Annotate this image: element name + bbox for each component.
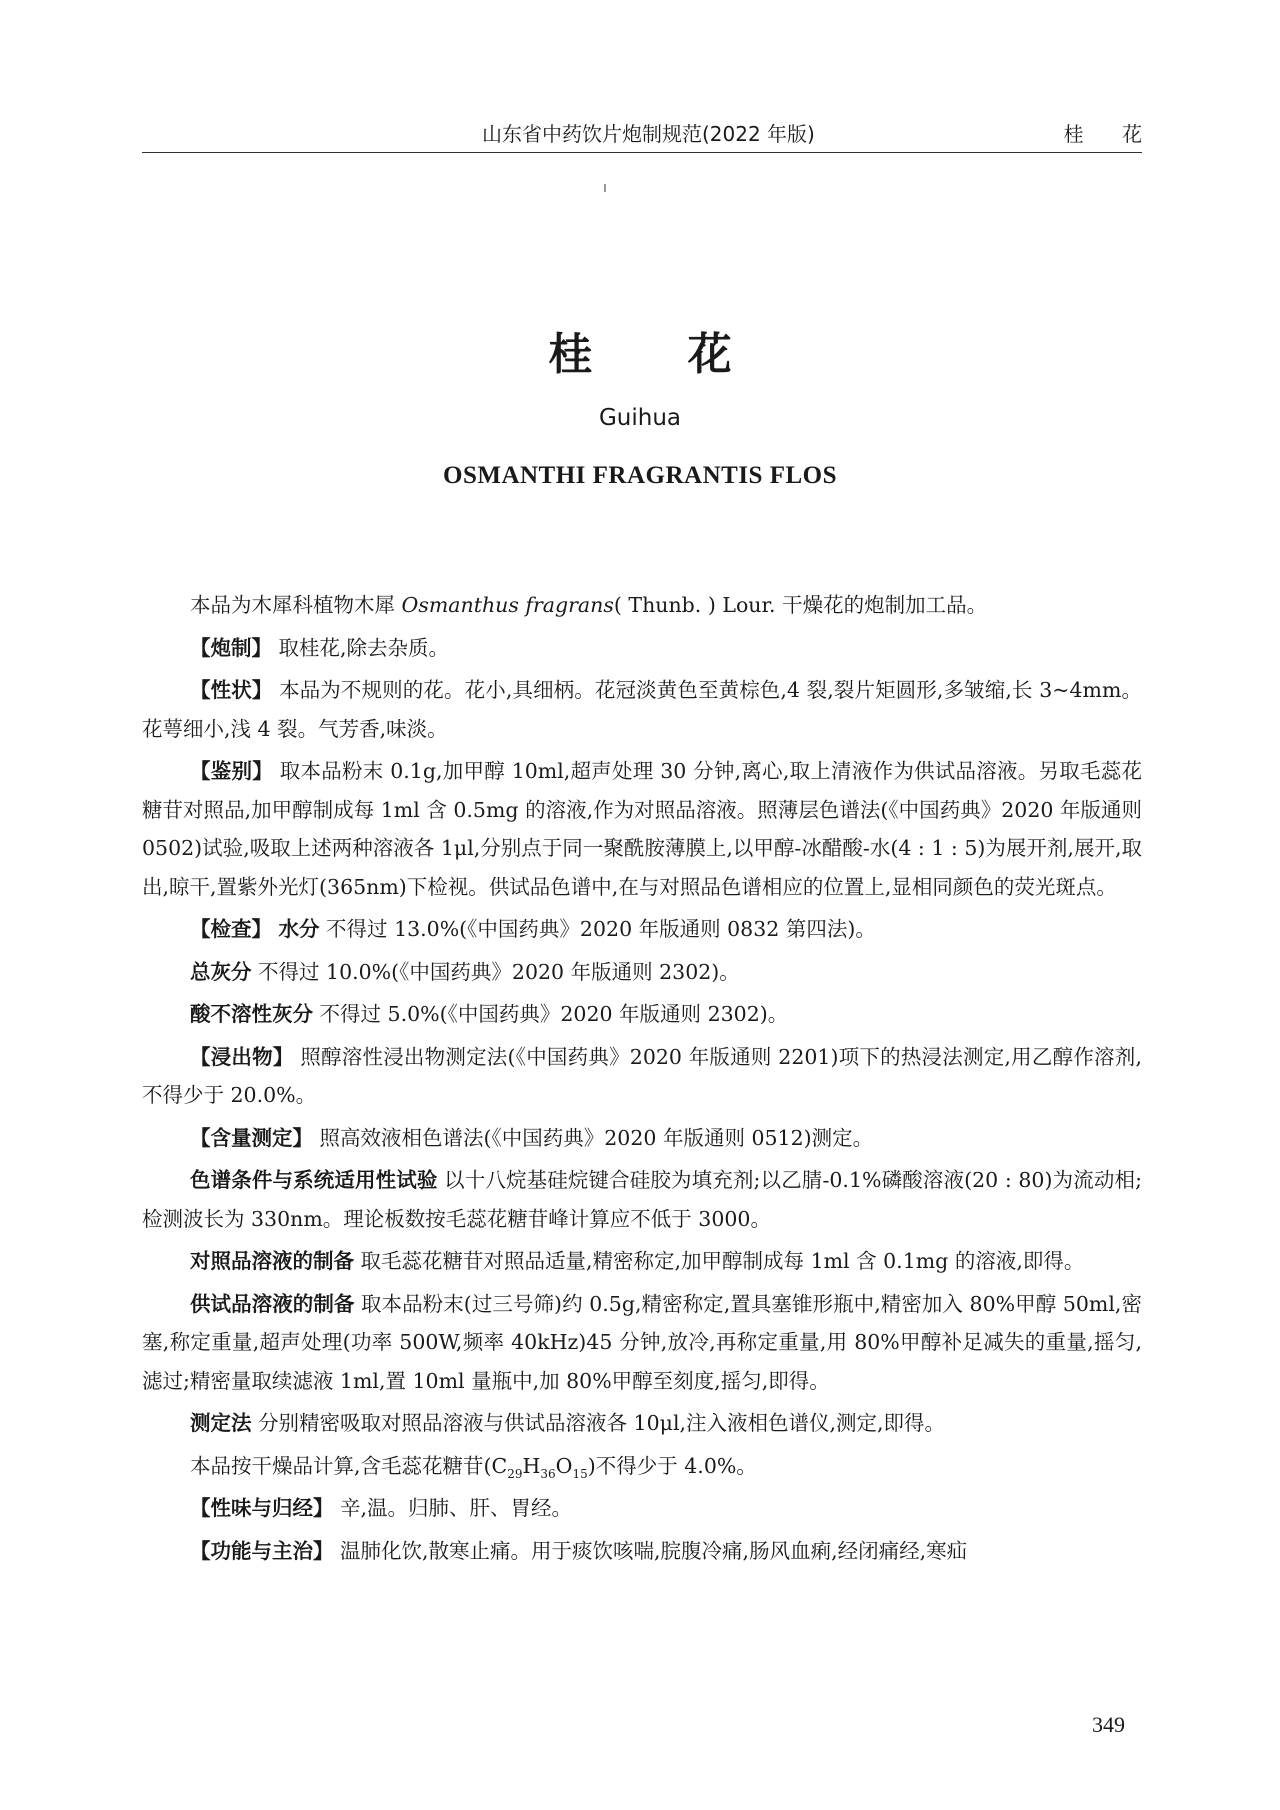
intro-post: ( Thunb. ) Lour. 干燥花的炮制加工品。 — [613, 593, 988, 617]
water-label: 水分 — [278, 917, 320, 941]
pinyin-name: Guihua — [598, 405, 682, 431]
identification-heading: 【鉴别】 — [190, 759, 273, 783]
inspection-section — [142, 910, 1142, 949]
total-ash-line — [142, 953, 1142, 992]
chromatography-label: 色谱条件与系统适用性试验 — [190, 1168, 438, 1192]
method-label: 测定法 — [190, 1411, 252, 1435]
function-section — [142, 1532, 1142, 1571]
method-paragraph — [142, 1404, 1142, 1443]
nature-text: 辛,温。归肺、肝、胃经。 — [333, 1496, 573, 1520]
extractives-heading: 【浸出物】 — [190, 1044, 294, 1069]
print-mark — [604, 184, 606, 192]
book-title: 山东省中药饮片炮制规范(2022 年版) — [482, 122, 815, 146]
sample-solution-label: 供试品溶液的制备 — [190, 1291, 355, 1316]
method-text: 分别精密吸取对照品溶液与供试品溶液各 10μl,注入液相色谱仪,测定,即得。 — [251, 1411, 946, 1435]
limit-post: )不得少于 4.0%。 — [587, 1453, 757, 1478]
inspection-heading: 【检查】 — [190, 917, 272, 941]
acid-ash-line — [142, 995, 1142, 1034]
description-section — [142, 671, 1142, 748]
sample-solution-paragraph — [142, 1285, 1142, 1401]
formula-o-sub: 15 — [572, 1466, 588, 1481]
formula-h: H — [522, 1453, 541, 1478]
content-limit-paragraph — [142, 1447, 1142, 1486]
header-rule — [142, 152, 1142, 153]
latin-name: OSMANTHI FRAGRANTIS FLOS — [443, 462, 837, 489]
processing-section — [142, 629, 1142, 668]
nature-heading: 【性味与归经】 — [190, 1496, 334, 1520]
identification-section — [142, 752, 1142, 906]
chromatography-paragraph — [142, 1161, 1142, 1238]
assay-section — [142, 1119, 1142, 1158]
total-ash-label: 总灰分 — [190, 959, 252, 984]
processing-text: 取桂花,除去杂质。 — [272, 635, 450, 660]
monograph-title: 桂 花 — [548, 329, 772, 380]
sample-solution-text: 取本品粉末(过三号筛)约 0.5g,精密称定,置具塞锥形瓶中,精密加入 80%甲醇 50ml,密塞,称定重量,超声处理(功率 500W,频率 40kHz)45 分钟,放冷,再称定重量,用 80%甲醇补足减失的重量,摇匀,滤过;精密量取续滤液 1ml,置 10ml 量瓶中,加 80%甲醇至刻度,摇匀,即得。 — [142, 1291, 1142, 1393]
acid-ash-text: 不得过 5.0%(《中国药典》2020 年版通则 2302)。 — [313, 1002, 789, 1026]
reference-solution-paragraph — [142, 1242, 1142, 1281]
water-text: 不得过 13.0%(《中国药典》2020 年版通则 0832 第四法)。 — [319, 917, 876, 941]
nature-section — [142, 1489, 1142, 1528]
assay-text: 照高效液相色谱法(《中国药典》2020 年版通则 0512)测定。 — [313, 1125, 874, 1150]
assay-heading: 【含量测定】 — [190, 1125, 313, 1150]
total-ash-text: 不得过 10.0%(《中国药典》2020 年版通则 2302)。 — [251, 959, 740, 984]
formula-h-sub: 36 — [540, 1466, 556, 1481]
formula-o: O — [555, 1453, 573, 1478]
function-heading: 【功能与主治】 — [190, 1538, 334, 1563]
extractives-text: 照醇溶性浸出物测定法(《中国药典》2020 年版通则 2201)项下的热浸法测定,用乙醇作溶剂,不得少于 20.0%。 — [142, 1044, 1142, 1107]
intro-paragraph — [142, 586, 1142, 625]
formula-c-sub: 29 — [507, 1466, 523, 1481]
function-text: 温肺化饮,散寒止痛。用于痰饮咳喘,脘腹冷痛,肠风血痢,经闭痛经,寒疝 — [333, 1538, 968, 1563]
intro-pre: 本品为木犀科植物木犀 — [190, 593, 402, 617]
description-text: 本品为不规则的花。花小,具细柄。花冠淡黄色至黄棕色,4 裂,裂片矩圆形,多皱缩,长 3~4mm。花萼细小,浅 4 裂。气芳香,味淡。 — [142, 678, 1143, 741]
formula-c: C — [491, 1453, 508, 1478]
monograph-body — [142, 586, 1142, 1574]
section-name: 桂 花 — [1063, 122, 1158, 146]
limit-pre: 本品按干燥品计算,含毛蕊花糖苷( — [190, 1453, 492, 1478]
reference-solution-label: 对照品溶液的制备 — [190, 1249, 354, 1273]
formula — [491, 1453, 588, 1481]
identification-text: 取本品粉末 0.1g,加甲醇 10ml,超声处理 30 分钟,离心,取上清液作为供试品溶液。另取毛蕊花糖苷对照品,加甲醇制成每 1ml 含 0.5mg 的溶液,作为对照品溶液。照薄层色谱法(《中国药典》2020 年版通则 0502)试验,吸取上述两种溶液各 1μl,分别点于同一聚酰胺薄膜上,以甲醇-冰醋酸-水(4 : 1 : 5)为展开剂,展开,取出,晾干,置紫外光灯(365nm)下检视。供试品色谱中,在与对照品色谱相应的位置上,显相同颜色的荧光斑点。 — [142, 759, 1142, 899]
extractives-section — [142, 1038, 1142, 1115]
description-heading: 【性状】 — [190, 678, 273, 702]
running-header — [142, 112, 1158, 152]
chromatography-text: 以十八烷基硅烷键合硅胶为填充剂;以乙腈-0.1%磷酸溶液(20 : 80)为流动相;检测波长为 330nm。理论板数按毛蕊花糖苷峰计算应不低于 3000。 — [142, 1168, 1142, 1231]
acid-ash-label: 酸不溶性灰分 — [190, 1002, 313, 1026]
reference-solution-text: 取毛蕊花糖苷对照品适量,精密称定,加甲醇制成每 1ml 含 0.1mg 的溶液,即得。 — [354, 1249, 1085, 1273]
page-number: 349 — [1092, 1712, 1125, 1737]
species-name: Osmanthus fragrans — [401, 593, 614, 617]
processing-heading: 【炮制】 — [190, 635, 272, 660]
